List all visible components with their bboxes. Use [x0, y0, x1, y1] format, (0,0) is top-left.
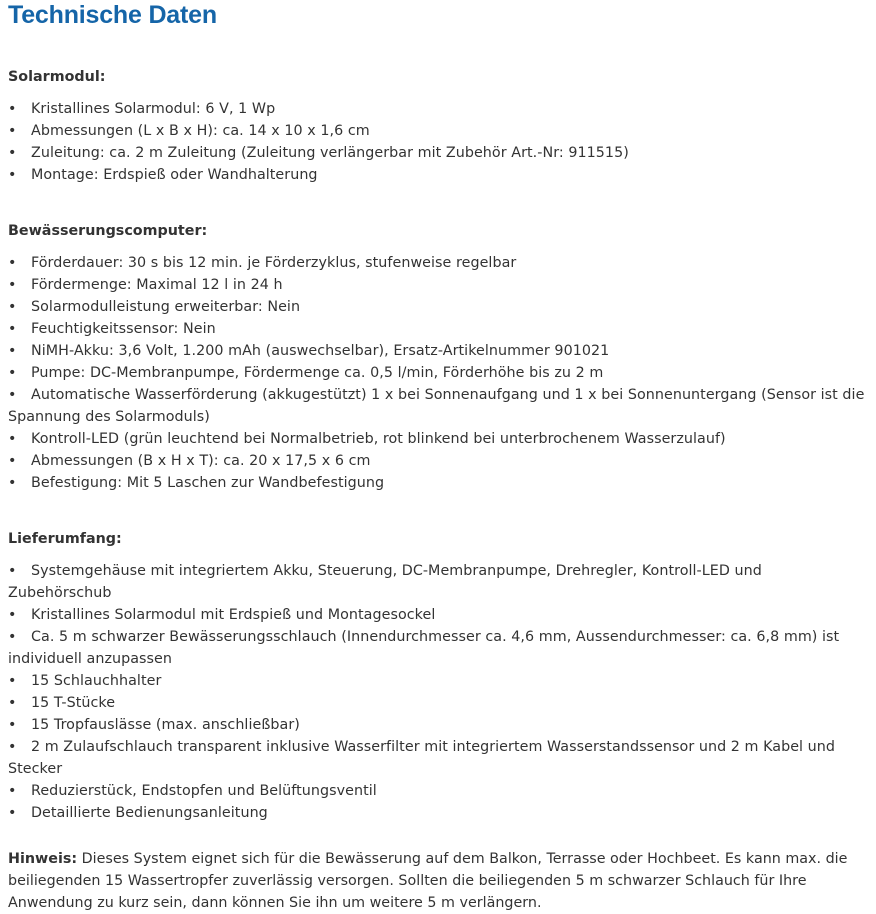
bullet-icon: •: [8, 783, 17, 799]
list-item: • Kristallines Solarmodul mit Erdspieß und Montagesockel: [8, 604, 868, 626]
section-heading: Bewässerungscomputer:: [8, 223, 208, 239]
list-item: • Pumpe: DC-Membranpumpe, Fördermenge ca. 0,5 l/min, Förderhöhe bis zu 2 m: [8, 362, 868, 384]
section-heading: Solarmodul:: [8, 69, 106, 85]
bullet-icon: •: [8, 387, 17, 403]
list-item: • 2 m Zulaufschlauch transparent inklusive Wasserfilter mit integriertem Wasserstandssensor und 2 m Kabel und Stecker: [8, 736, 868, 780]
page-title: Technische Daten: [8, 1, 217, 29]
bullet-icon: •: [8, 101, 17, 117]
section-lieferumfang: [8, 528, 868, 824]
list-item: • 15 Schlauchhalter: [8, 670, 868, 692]
section-heading: Lieferumfang:: [8, 531, 122, 547]
bullet-icon: •: [8, 673, 17, 689]
bullet-icon: •: [8, 321, 17, 337]
list-item: • Feuchtigkeitssensor: Nein: [8, 318, 868, 340]
spec-list: [8, 560, 868, 824]
list-item: • Solarmodulleistung erweiterbar: Nein: [8, 296, 868, 318]
bullet-icon: •: [8, 453, 17, 469]
list-item: • Kristallines Solarmodul: 6 V, 1 Wp: [8, 98, 868, 120]
bullet-icon: •: [8, 145, 17, 161]
bullet-icon: •: [8, 629, 17, 645]
bullet-icon: •: [8, 475, 17, 491]
list-item: • Fördermenge: Maximal 12 l in 24 h: [8, 274, 868, 296]
bullet-icon: •: [8, 431, 17, 447]
section-bewaesserungscomputer: [8, 220, 868, 494]
bullet-icon: •: [8, 343, 17, 359]
list-item: • Abmessungen (B x H x T): ca. 20 x 17,5 x 6 cm: [8, 450, 868, 472]
bullet-icon: •: [8, 277, 17, 293]
list-item: • Abmessungen (L x B x H): ca. 14 x 10 x 1,6 cm: [8, 120, 868, 142]
bullet-icon: •: [8, 805, 17, 821]
bullet-icon: •: [8, 123, 17, 139]
bullet-icon: •: [8, 365, 17, 381]
list-item: • Reduzierstück, Endstopfen und Belüftungsventil: [8, 780, 868, 802]
list-item: • Förderdauer: 30 s bis 12 min. je Förderzyklus, stufenweise regelbar: [8, 252, 868, 274]
bullet-icon: •: [8, 717, 17, 733]
bullet-icon: •: [8, 695, 17, 711]
list-item: • Befestigung: Mit 5 Laschen zur Wandbefestigung: [8, 472, 868, 494]
note-text: Dieses System eignet sich für die Bewässerung auf dem Balkon, Terrasse oder Hochbeet. Es kann max. die beiliegenden 15 Wassertropfer zuverlässig versorgen. Sollten die beiliegenden 5 m schwarzer Schlauch für Ihre Anwendung zu kurz sein, dann können Sie ihn um weitere 5 m verlängern.: [8, 851, 848, 911]
list-item: • Systemgehäuse mit integriertem Akku, Steuerung, DC-Membranpumpe, Drehregler, Kontroll-LED und Zubehörschub: [8, 560, 868, 604]
list-item: • 15 Tropfauslässe (max. anschließbar): [8, 714, 868, 736]
note-label: Hinweis:: [8, 851, 78, 867]
list-item: • Kontroll-LED (grün leuchtend bei Normalbetrieb, rot blinkend bei unterbrochenem Wasserzulauf): [8, 428, 868, 450]
list-item: • Ca. 5 m schwarzer Bewässerungsschlauch (Innendurchmesser ca. 4,6 mm, Aussendurchmesser: ca. 6,8 mm) ist individuell anzupassen: [8, 626, 868, 670]
bullet-icon: •: [8, 739, 17, 755]
list-item: • Zuleitung: ca. 2 m Zuleitung (Zuleitung verlängerbar mit Zubehör Art.-Nr: 911515): [8, 142, 868, 164]
spec-list: [8, 252, 868, 494]
list-item: • Montage: Erdspieß oder Wandhalterung: [8, 164, 868, 186]
list-item: • Automatische Wasserförderung (akkugestützt) 1 x bei Sonnenaufgang und 1 x bei Sonnenuntergang (Sensor ist die Spannung des Solarmoduls): [8, 384, 868, 428]
note-paragraph: [8, 848, 868, 914]
spec-list: [8, 98, 868, 186]
list-item: • Detaillierte Bedienungsanleitung: [8, 802, 868, 824]
bullet-icon: •: [8, 563, 17, 579]
bullet-icon: •: [8, 167, 17, 183]
list-item: • NiMH-Akku: 3,6 Volt, 1.200 mAh (auswechselbar), Ersatz-Artikelnummer 901021: [8, 340, 868, 362]
bullet-icon: •: [8, 299, 17, 315]
list-item: • 15 T-Stücke: [8, 692, 868, 714]
bullet-icon: •: [8, 607, 17, 623]
bullet-icon: •: [8, 255, 17, 271]
section-solarmodul: [8, 66, 868, 186]
